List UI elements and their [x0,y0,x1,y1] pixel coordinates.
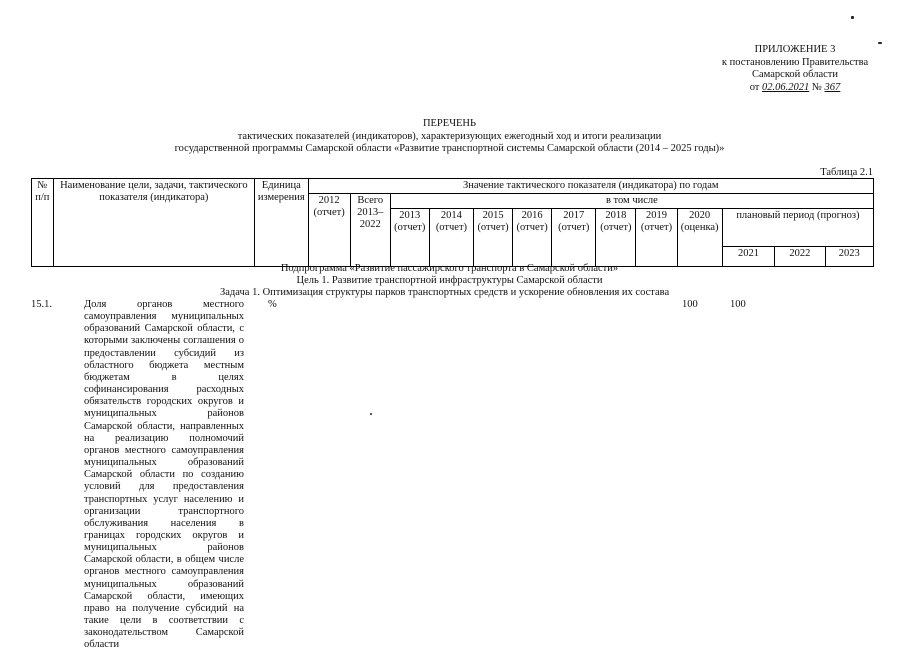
header-2022: 2022 [775,247,825,267]
header-2016: 2016 (отчет) [513,209,552,267]
header-2012: 2012 (отчет) [308,194,350,267]
scan-mark [851,16,854,19]
header-name: Наименование цели, задачи, тактического показателя (индикатора) [53,179,255,267]
header-2020: 2020 (оценка) [677,209,722,267]
header-2018: 2018 (отчет) [596,209,636,267]
row-number: 15.1. [31,299,52,310]
appendix-date-line [700,82,890,95]
header-total: Всего 2013– 2022 [350,194,390,267]
header-values: Значение тактического показателя (индикатора) по годам [308,179,873,194]
decree-number: 367 [824,81,841,93]
header-unit: Единица измерения [255,179,308,267]
appendix-region: Самарской области [752,69,838,80]
row-unit: % [268,299,277,310]
header-2021: 2021 [722,247,774,267]
title-heading: ПЕРЕЧЕНЬ [422,118,477,129]
task-heading: Задача 1. Оптимизация структуры парков транспортных средств и ускорение обновления их состава [220,287,670,298]
header-2023: 2023 [825,247,873,267]
indicators-table-header [31,178,874,267]
decree-date: 02.06.2021 [762,81,810,93]
row-value-2022: 100 [730,299,746,310]
scan-mark [878,42,882,44]
header-2019: 2019 (отчет) [636,209,677,267]
title-line-1: тактических показателей (индикаторов), характеризующих ежегодный ход и итоги реализации [237,130,662,142]
row-value-2021: 100 [682,299,698,310]
subprogram-heading: Подпрограмма «Развитие пассажирского транспорта в Самарской области» [280,263,619,274]
header-2017: 2017 (отчет) [552,209,596,267]
appendix-title: ПРИЛОЖЕНИЕ 3 [754,44,836,55]
appendix-header [700,44,890,94]
date-prefix: от [749,81,760,93]
header-plan: плановый период (прогноз) [722,209,873,247]
goal-heading: Цель 1. Развитие транспортной инфраструктуры Самарской области [296,275,603,286]
header-2014: 2014 (отчет) [429,209,473,267]
title-line-2: государственной программы Самарской области «Развитие транспортной системы Самарской области (2014 – 2025 годы)» [174,143,725,154]
header-num: № п/п [32,179,54,267]
header-2013: 2013 (отчет) [390,209,429,267]
number-prefix: № [811,81,822,93]
document-title [0,118,899,156]
appendix-decree: к постановлению Правительства [721,56,869,68]
table-label: Таблица 2.1 [820,167,873,178]
header-2015: 2015 (отчет) [474,209,513,267]
header-including: в том числе [390,194,873,209]
row-indicator-name: Доля органов местного самоуправления муниципальных образований Самарской области, с которыми заключены соглашения о предоставлении субсидий из областного бюджета местным бюджетам в целях софинансирования расходных обязательств городских округов и муниципальных районов Самарской области, направленных на реализацию полномочий органов местного самоуправления муниципальных образований Самарской области по созданию условий для предоставления транспортных услуг населению и организации транспортного обслуживания населения в границах городских округов и муниципальных районов Самарской области, в общем числе органов местного самоуправления муниципальных образований Самарской области, имеющих право на получение субсидий на такие цели в соответствии с законодательством Самарской области [84,299,244,651]
scan-mark [370,413,372,415]
